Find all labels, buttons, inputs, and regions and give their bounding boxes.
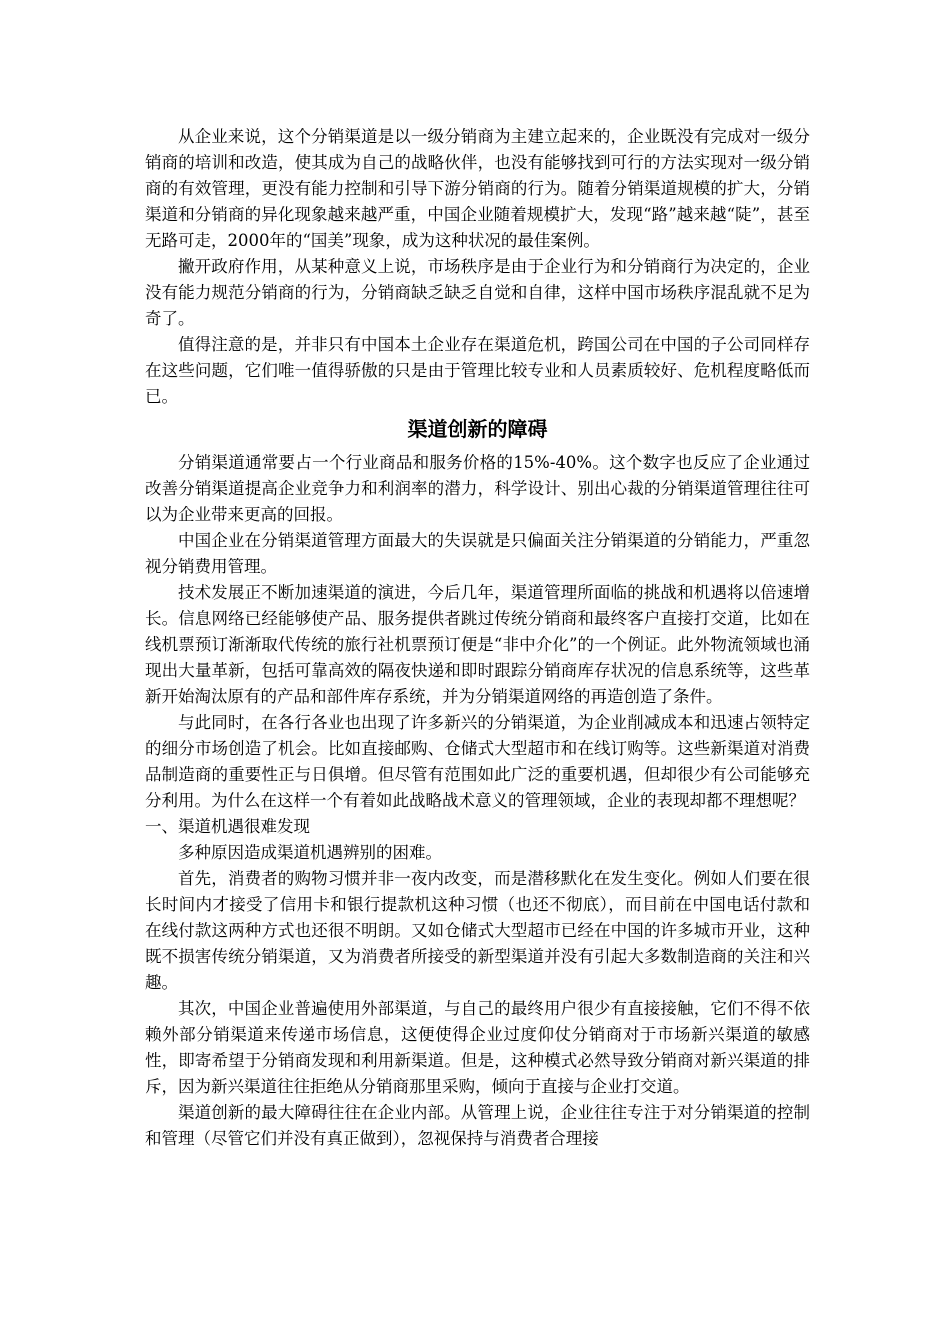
- body-paragraph: 与此同时，在各行各业也出现了许多新兴的分销渠道，为企业削减成本和迅速占领特定的细分市场创造了机会。比如直接邮购、仓储式大型超市和在线订购等。这些新渠道对消费品制造商的重要性正与日俱增。但尽管有范围如此广泛的重要机遇，但却很少有公司能够充分利用。为什么在这样一个有着如此战略战术意义的管理领域，企业的表现却都不理想呢？: [145, 713, 810, 810]
- body-paragraph: 首先，消费者的购物习惯并非一夜内改变，而是潜移默化在发生变化。例如人们要在很长时间内才接受了信用卡和银行提款机这种习惯（也还不彻底），而目前在中国电话付款和在线付款这两种方式也还很不明朗。又如仓储式大型超市已经在中国的许多城市开业，这种既不损害传统分销渠道，又为消费者所接受的新型渠道并没有引起大多数制造商的关注和兴趣。: [145, 869, 810, 992]
- body-paragraph: 技术发展正不断加速渠道的演进，今后几年，渠道管理所面临的挑战和机遇将以倍速增长。信息网络已经能够使产品、服务提供者跳过传统分销商和最终客户直接打交道，比如在线机票预订渐渐取代传统的旅行社机票预订便是“非中介化”的一个例证。此外物流领域也涌现出大量革新，包括可靠高效的隔夜快递和即时跟踪分销商库存状况的信息系统等，这些革新开始淘汰原有的产品和部件库存系统，并为分销渠道网络的再造创造了条件。: [145, 583, 810, 706]
- body-paragraph: 分销渠道通常要占一个行业商品和服务价格的15%-40%。这个数字也反应了企业通过改善分销渠道提高企业竞争力和利润率的潜力，科学设计、别出心裁的分销渠道管理往往可以为企业带来更高的回报。: [145, 453, 810, 524]
- body-paragraph: 其次，中国企业普遍使用外部渠道，与自己的最终用户很少有直接接触，它们不得不依赖外部分销渠道来传递市场信息，这便使得企业过度仰仗分销商对于市场新兴渠道的敏感性，即寄希望于分销商发现和利用新渠道。但是，这种模式必然导致分销商对新兴渠道的排斥，因为新兴渠道往往拒绝从分销商那里采购，倾向于直接与企业打交道。: [145, 999, 810, 1096]
- body-paragraph: 值得注意的是，并非只有中国本土企业存在渠道危机，跨国公司在中国的子公司同样存在这些问题，它们唯一值得骄傲的只是由于管理比较专业和人员素质较好、危机程度略低而已。: [145, 335, 810, 406]
- body-paragraph: 渠道创新的最大障碍往往在企业内部。从管理上说，企业往往专注于对分销渠道的控制和管理（尽管它们并没有真正做到），忽视保持与消费者合理接: [145, 1103, 810, 1148]
- section-heading: 渠道创新的障碍: [407, 417, 548, 441]
- body-paragraph: 中国企业在分销渠道管理方面最大的失误就是只偏面关注分销渠道的分销能力，严重忽视分销费用管理。: [145, 531, 810, 576]
- body-paragraph: 从企业来说，这个分销渠道是以一级分销商为主建立起来的，企业既没有完成对一级分销商的培训和改造，使其成为自己的战略伙伴，也没有能够找到可行的方法实现对一级分销商的有效管理，更没有能力控制和引导下游分销商的行为。随着分销渠道规模的扩大，分销渠道和分销商的异化现象越来越严重，中国企业随着规模扩大，发现“路”越来越“陡”，甚至无路可走，2000年的“国美”现象，成为这种状况的最佳案例。: [145, 127, 810, 250]
- body-paragraph: 撇开政府作用，从某种意义上说，市场秩序是由于企业行为和分销商行为决定的，企业没有能力规范分销商的行为，分销商缺乏缺乏自觉和自律，这样中国市场秩序混乱就不足为奇了。: [145, 257, 810, 328]
- body-paragraph: 多种原因造成渠道机遇辨别的困难。: [178, 843, 442, 862]
- subsection-heading: 一、渠道机遇很难发现: [145, 817, 310, 836]
